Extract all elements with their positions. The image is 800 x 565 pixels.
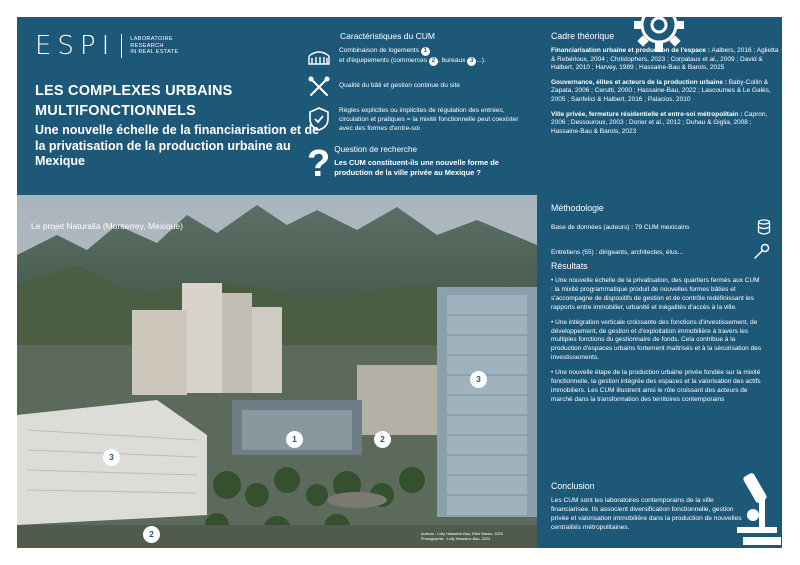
brand-sub-line: LABORATOIRE — [130, 36, 173, 43]
brand — [35, 31, 179, 61]
results-section — [551, 261, 763, 411]
poster — [17, 17, 782, 548]
brand-sub-line: RESEARCH — [130, 42, 164, 49]
conclusion-title: Conclusion — [551, 481, 595, 491]
theory-block-text: Baby-Collin & Zapata, 2006 ; Cerutti, 2000 ; Hassaine-Bau, 2022 ; Lascoumes & Le Galès, 2005 ; Sanfelici & Halbert, 2016 ; Palacios, 2010 — [551, 78, 771, 103]
characteristics-title: Caractéristiques du CUM — [340, 31, 435, 41]
project-photo — [17, 195, 537, 548]
photo-number-badge: 2 — [143, 526, 160, 543]
characteristic-text — [339, 46, 486, 66]
microphone-icon — [753, 243, 771, 261]
brand-subtitle — [130, 36, 178, 56]
espi-logo: ESPI — [35, 31, 116, 61]
research-question — [307, 145, 537, 183]
methodology-text: Base de données (auteurs) : 79 CUM mexicains — [551, 223, 690, 231]
theory-block-text: Capron, 2006 ; Dessouroux, 2003 ; Dorier et al., 2012 ; Duhau & Giglia, 2008 ; Hassaine-Bau & Barois, 2023 — [551, 110, 768, 135]
theory-block-heading: Gouvernance, élites et acteurs de la production urbaine : — [551, 78, 727, 86]
theory-block — [551, 47, 779, 73]
photo-number-badge: 3 — [470, 371, 487, 388]
result-item: • Une intégration verticale croissante des fonctions d'investissement, de développement, de gestion et d'exploitation immobilière à travers les multiples fonctions du gestionnaire de fonds. Cela contribue à la production d'espaces urbains fortement maîtrisés et à la sécurisation des investissements. — [551, 318, 762, 362]
photo-credit — [421, 532, 503, 541]
theory-title: Cadre théorique — [551, 31, 615, 41]
conclusion-section — [551, 481, 751, 533]
photo-caption: Le projet Naturalia (Monterrey, Mexique) — [31, 221, 183, 231]
characteristic-text-part: ...). — [476, 57, 486, 64]
methodology-title: Méthodologie — [551, 203, 604, 213]
characteristic-item — [307, 76, 532, 98]
theory-block-heading: Financiarisation urbaine et production de l'espace : — [551, 47, 711, 54]
city-illustration — [17, 195, 537, 548]
methodology-section — [551, 203, 771, 269]
conclusion-text: Les CUM sont les laboratoires contemporains de la ville financiarisée. Ils associent diversification fonctionnelle, gestion privée et valorisation immobilière dans la production de nouvelles centralités métropolitaines. — [551, 497, 742, 531]
page-title — [35, 81, 233, 121]
photo-number-badge: 1 — [286, 431, 303, 448]
methodology-item — [551, 243, 771, 261]
characteristic-text: Qualité du bâti et gestion continue du site — [339, 82, 460, 89]
credit-line: Photographie : Lolly Hassaine-Bau, 2024 — [421, 536, 491, 541]
methodology-item — [551, 219, 771, 235]
theory-block — [551, 79, 779, 105]
theory-block — [551, 111, 779, 137]
database-icon — [757, 219, 771, 235]
credit-line: Auteurs : Lolly Hassaine-Bau, Elise Barois, 2025 — [421, 532, 503, 536]
page-subtitle: Une nouvelle échelle de la financiarisation et de la privatisation de la production urbaine au Mexique — [35, 123, 320, 168]
tools-icon — [307, 76, 331, 98]
theory-section — [551, 31, 779, 142]
shield-check-icon — [307, 106, 331, 132]
question-title: Question de recherche — [334, 145, 418, 154]
brand-separator — [121, 34, 122, 58]
number-badge: 3 — [467, 57, 476, 66]
characteristic-text-part: Combinaison de logements — [339, 47, 419, 54]
title-line: LES COMPLEXES URBAINS — [35, 83, 233, 99]
characteristic-text: Règles explicites ou implicites de régulation des entrées, circulation et pratiques = la mixité fonctionnelle peut coexister avec des formes d'entre-soi — [339, 107, 519, 132]
question-text: Les CUM constituent-ils une nouvelle forme de production de la ville privée au Mexique ? — [334, 158, 499, 177]
methodology-text: Entretiens (55) : dirigeants, architectes, élus... — [551, 248, 684, 256]
result-item: • Une nouvelle étape de la production urbaine privée fondée sur la mixité fonctionnelle, la gestion intégrée des espaces et la valorisation des actifs immobiliers. Les CUM illustrent ainsi le rôle croissant des acteurs de marché dans la transformation des territoires contemporains — [551, 369, 761, 403]
brand-sub-line: IN REAL ESTATE — [130, 49, 179, 56]
theory-block-text: Aalbers, 2016 ; Aglietta & Rebérioux, 2004 ; Christophers, 2023 ; Corpataux et al., 2009 ; David & Halbert, 2010 ; Harvey, 1989 ; Hassaine-Bau & Barois, 2025 — [551, 47, 779, 72]
number-badge: 2 — [429, 57, 438, 66]
characteristics-section — [307, 31, 532, 141]
photo-number-badge: 3 — [103, 449, 120, 466]
microscope-icon — [729, 469, 781, 548]
theory-block-heading: Ville privée, fermeture résidentielle et entre-soi métropolitain : — [551, 110, 743, 118]
photo-number-badge: 2 — [374, 431, 391, 448]
number-badge: 1 — [421, 47, 430, 56]
results-title: Résultats — [551, 261, 588, 271]
characteristic-text-part: , bureaux — [437, 57, 466, 64]
characteristic-item — [307, 106, 532, 133]
stadium-icon — [307, 46, 331, 68]
characteristic-item — [307, 46, 532, 68]
title-line: MULTIFONCTIONNELS — [35, 103, 197, 119]
characteristic-text-part: et d'équipements (commerces — [339, 57, 428, 64]
question-mark-icon: ? — [307, 143, 331, 185]
result-item: • Une nouvelle échelle de la privatisation, des quartiers fermés aux CUM : la mixité programmatique produit de nouvelles formes bâties et s'accompagne de dispositifs de gestion et de contrôle redéfinissant les rapports entre immobilier, urbanité et inégalités d'accès à la ville. — [551, 277, 760, 311]
